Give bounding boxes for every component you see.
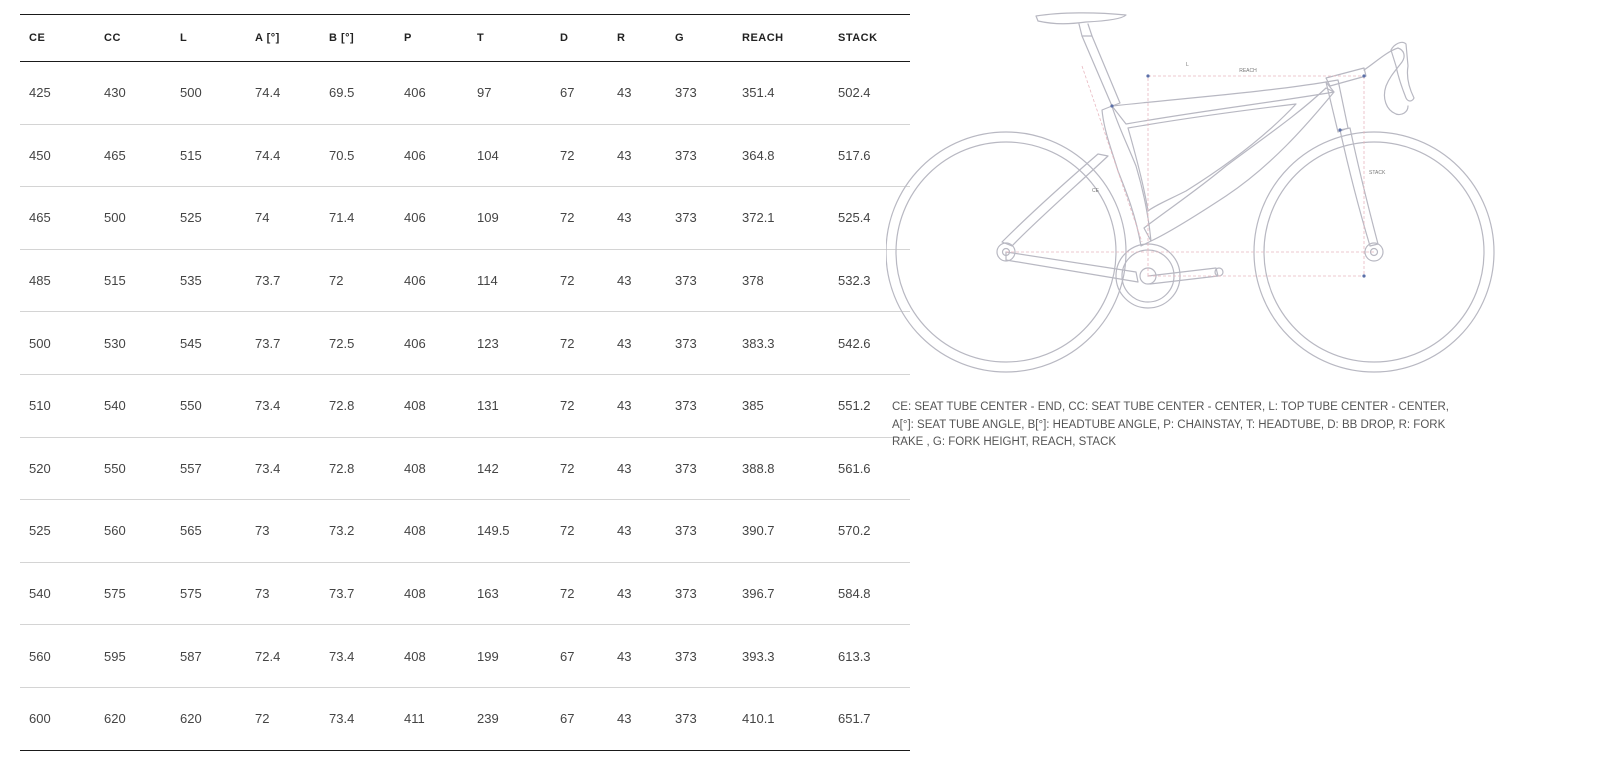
table-cell: 114	[468, 249, 551, 312]
handlebar	[1364, 48, 1408, 115]
table-cell: 613.3	[829, 625, 910, 688]
table-cell: 67	[551, 625, 608, 688]
column-header: R	[608, 15, 666, 62]
table-cell: 373	[666, 374, 733, 437]
table-cell: 199	[468, 625, 551, 688]
table-cell: 532.3	[829, 249, 910, 312]
table-cell: 72	[551, 374, 608, 437]
table-cell: 620	[95, 687, 171, 750]
column-header: STACK	[829, 15, 910, 62]
table-cell: 575	[171, 562, 246, 625]
table-cell: 620	[171, 687, 246, 750]
geometry-table-body	[20, 62, 910, 751]
table-cell: 373	[666, 312, 733, 375]
table-cell: 43	[608, 500, 666, 563]
geometry-table	[20, 14, 910, 751]
table-cell: 595	[95, 625, 171, 688]
table-row	[20, 187, 910, 250]
column-header: B [°]	[320, 15, 395, 62]
table-cell: 131	[468, 374, 551, 437]
table-cell: 545	[171, 312, 246, 375]
table-cell: 575	[95, 562, 171, 625]
table-cell: 587	[171, 625, 246, 688]
table-cell: 73.4	[320, 625, 395, 688]
table-cell: 408	[395, 374, 468, 437]
table-cell: 73	[246, 500, 320, 563]
table-cell: 600	[20, 687, 95, 750]
table-cell: 43	[608, 625, 666, 688]
table-cell: 73.7	[246, 249, 320, 312]
table-cell: 565	[171, 500, 246, 563]
column-header: T	[468, 15, 551, 62]
table-cell: 450	[20, 124, 95, 187]
table-cell: 557	[171, 437, 246, 500]
legend-caption: CE: SEAT TUBE CENTER - END, CC: SEAT TUBE CENTER - CENTER, L: TOP TUBE CENTER - CENTER, A[°]: SEAT TUBE ANGLE, B[°]: HEADTUBE ANGLE, P: CHAINSTAY, T: HEADTUBE, D: BB DROP, R: FORK RAKE , G: FORK HEIGHT, REACH, STACK	[892, 401, 1449, 448]
table-cell: 72	[551, 249, 608, 312]
table-cell: 123	[468, 312, 551, 375]
table-cell: 560	[20, 625, 95, 688]
table-cell: 73.4	[320, 687, 395, 750]
table-row	[20, 625, 910, 688]
table-cell: 390.7	[733, 500, 829, 563]
stack-marker	[1362, 274, 1365, 277]
table-cell: 72.4	[246, 625, 320, 688]
stack-label: STACK	[1369, 170, 1386, 176]
table-cell: 510	[20, 374, 95, 437]
chain-stay	[1006, 252, 1138, 282]
table-cell: 142	[468, 437, 551, 500]
table-cell: 584.8	[829, 562, 910, 625]
table-cell: 485	[20, 249, 95, 312]
seat-clamp	[1079, 24, 1092, 36]
table-cell: 550	[171, 374, 246, 437]
table-cell: 530	[95, 312, 171, 375]
table-cell: 651.7	[829, 687, 910, 750]
table-cell: 515	[171, 124, 246, 187]
table-row	[20, 312, 910, 375]
table-cell: 551.2	[829, 374, 910, 437]
table-cell: 396.7	[733, 562, 829, 625]
column-header: D	[551, 15, 608, 62]
table-cell: 73.7	[320, 562, 395, 625]
saddle	[1036, 13, 1126, 24]
table-cell: 67	[551, 62, 608, 125]
table-cell: 535	[171, 249, 246, 312]
header-row	[20, 15, 910, 62]
table-cell: 43	[608, 124, 666, 187]
table-cell: 408	[395, 625, 468, 688]
table-cell: 373	[666, 562, 733, 625]
frame-window	[1128, 104, 1296, 211]
table-cell: 465	[20, 187, 95, 250]
table-cell: 43	[608, 374, 666, 437]
bike-geometry-diagram	[886, 6, 1508, 384]
table-cell: 373	[666, 625, 733, 688]
table-cell: 385	[733, 374, 829, 437]
table-cell: 43	[608, 62, 666, 125]
table-cell: 408	[395, 562, 468, 625]
table-cell: 67	[551, 687, 608, 750]
table-cell: 72.8	[320, 437, 395, 500]
table-cell: 425	[20, 62, 95, 125]
table-cell: 72	[551, 312, 608, 375]
table-row	[20, 562, 910, 625]
table-cell: 411	[395, 687, 468, 750]
table-cell: 43	[608, 437, 666, 500]
table-cell: 43	[608, 687, 666, 750]
column-header: REACH	[733, 15, 829, 62]
table-cell: 72	[551, 124, 608, 187]
table-cell: 560	[95, 500, 171, 563]
table-cell: 70.5	[320, 124, 395, 187]
table-cell: 104	[468, 124, 551, 187]
table-cell: 97	[468, 62, 551, 125]
table-cell: 561.6	[829, 437, 910, 500]
table-cell: 373	[666, 187, 733, 250]
table-cell: 373	[666, 124, 733, 187]
table-cell: 351.4	[733, 62, 829, 125]
l-label: L	[1186, 62, 1189, 68]
column-header: G	[666, 15, 733, 62]
table-cell: 72.5	[320, 312, 395, 375]
table-cell: 542.6	[829, 312, 910, 375]
table-cell: 406	[395, 62, 468, 125]
seat-angle-line	[1082, 66, 1142, 242]
table-cell: 373	[666, 62, 733, 125]
ce-label: CE	[1092, 188, 1099, 194]
table-cell: 71.4	[320, 187, 395, 250]
table-cell: 406	[395, 124, 468, 187]
table-cell: 72	[246, 687, 320, 750]
table-cell: 43	[608, 249, 666, 312]
table-cell: 500	[95, 187, 171, 250]
column-header: CC	[95, 15, 171, 62]
table-cell: 73.7	[246, 312, 320, 375]
table-cell: 74	[246, 187, 320, 250]
table-cell: 393.3	[733, 625, 829, 688]
table-cell: 373	[666, 500, 733, 563]
table-cell: 500	[20, 312, 95, 375]
table-cell: 43	[608, 312, 666, 375]
table-cell: 406	[395, 312, 468, 375]
table-cell: 525.4	[829, 187, 910, 250]
table-cell: 410.1	[733, 687, 829, 750]
table-cell: 383.3	[733, 312, 829, 375]
table-cell: 408	[395, 500, 468, 563]
table-cell: 72	[551, 562, 608, 625]
table-cell: 239	[468, 687, 551, 750]
table-cell: 388.8	[733, 437, 829, 500]
table-row	[20, 687, 910, 750]
table-row	[20, 437, 910, 500]
table-cell: 515	[95, 249, 171, 312]
column-header: L	[171, 15, 246, 62]
reach-marker-end	[1362, 74, 1365, 77]
table-cell: 408	[395, 437, 468, 500]
head-tube-bottom-marker	[1338, 128, 1341, 131]
head-tube	[1326, 80, 1348, 132]
table-row	[20, 249, 910, 312]
table-cell: 72	[320, 249, 395, 312]
table-cell: 74.4	[246, 62, 320, 125]
table-cell: 406	[395, 187, 468, 250]
table-cell: 109	[468, 187, 551, 250]
table-cell: 373	[666, 437, 733, 500]
column-header: A [°]	[246, 15, 320, 62]
table-cell: 73	[246, 562, 320, 625]
reach-label: REACH	[1239, 68, 1257, 74]
column-header: CE	[20, 15, 95, 62]
seat-tube-top-marker	[1110, 104, 1113, 107]
table-cell: 500	[171, 62, 246, 125]
table-cell: 465	[95, 124, 171, 187]
table-cell: 74.4	[246, 124, 320, 187]
table-cell: 540	[95, 374, 171, 437]
table-cell: 406	[395, 249, 468, 312]
table-cell: 163	[468, 562, 551, 625]
table-cell: 525	[171, 187, 246, 250]
reach-marker-start	[1146, 74, 1149, 77]
table-cell: 73.4	[246, 374, 320, 437]
table-cell: 540	[20, 562, 95, 625]
table-cell: 378	[733, 249, 829, 312]
pedal	[1215, 268, 1223, 276]
table-cell: 43	[608, 187, 666, 250]
table-cell: 520	[20, 437, 95, 500]
table-cell: 72	[551, 187, 608, 250]
table-cell: 372.1	[733, 187, 829, 250]
table-cell: 373	[666, 687, 733, 750]
table-cell: 72	[551, 437, 608, 500]
table-cell: 517.6	[829, 124, 910, 187]
table-cell: 73.2	[320, 500, 395, 563]
table-row	[20, 500, 910, 563]
table-cell: 570.2	[829, 500, 910, 563]
table-cell: 43	[608, 562, 666, 625]
stem	[1326, 68, 1366, 86]
table-cell: 550	[95, 437, 171, 500]
table-cell: 502.4	[829, 62, 910, 125]
table-row	[20, 62, 910, 125]
seatpost	[1082, 36, 1120, 106]
seat-tube	[1102, 106, 1151, 246]
table-cell: 149.5	[468, 500, 551, 563]
table-cell: 364.8	[733, 124, 829, 187]
table-row	[20, 374, 910, 437]
table-cell: 525	[20, 500, 95, 563]
top-tube	[1112, 82, 1334, 124]
table-cell: 373	[666, 249, 733, 312]
table-cell: 69.5	[320, 62, 395, 125]
table-cell: 72.8	[320, 374, 395, 437]
table-row	[20, 124, 910, 187]
geometry-table-header	[20, 15, 910, 62]
table-cell: 72	[551, 500, 608, 563]
column-header: P	[395, 15, 468, 62]
table-cell: 73.4	[246, 437, 320, 500]
table-cell: 430	[95, 62, 171, 125]
